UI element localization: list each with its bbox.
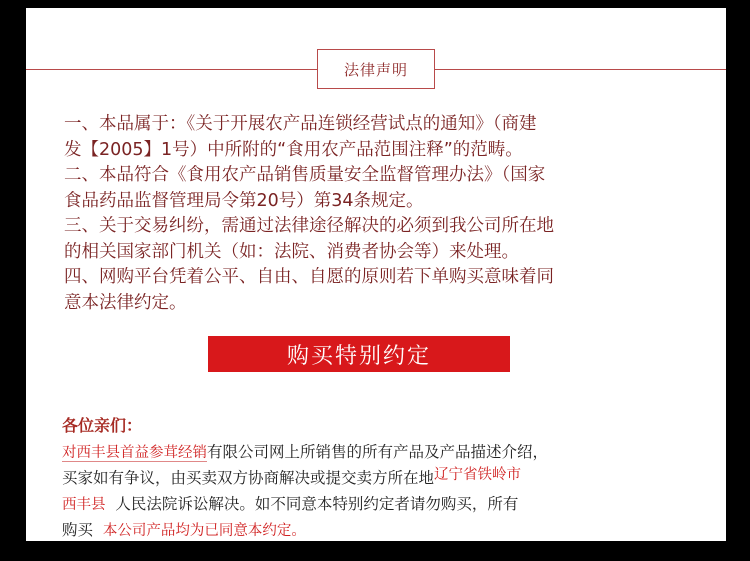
legal-line: 一、本品属于：《关于开展农产品连锁经营试点的通知》（商建 <box>64 114 537 134</box>
legal-line: 四、网购平台凭着公平、自由、自愿的原则若下单购买意味着同 <box>64 267 554 287</box>
agreement-line <box>62 466 712 492</box>
agreement-text <box>62 440 712 544</box>
purchase-agreement-banner <box>208 336 510 372</box>
legal-title: 法律声明 <box>343 60 408 79</box>
agreement-text-1: 有限公司网上所销售的所有产品及产品描述介绍， <box>207 443 549 461</box>
legal-line: 意本法律约定。 <box>64 292 187 313</box>
legal-line: 二、本品符合《食用农产品销售质量安全监督管理办法》（国家 <box>64 165 546 185</box>
agreement-text-2: 买家如有争议，由买卖双方协商解决或提交卖方所在地 <box>62 469 435 487</box>
location-county: 西丰县 <box>62 497 106 513</box>
closing-note: 本公司产品均为已同意本约定。 <box>102 523 306 539</box>
legal-card <box>26 8 726 541</box>
legal-line: 食品药品监督管理局令第20号）第34条规定。 <box>64 190 424 211</box>
agreement-line <box>62 518 712 544</box>
agreement-line <box>62 440 712 466</box>
agreement-text-3: 人民法院诉讼解决。如不同意本特别约定者请勿购买，所有 <box>115 495 519 513</box>
agreement-text-4: 购买 <box>62 521 94 539</box>
legal-title-box <box>317 49 435 89</box>
legal-line: 的相关国家部门机关（如：法院、消费者协会等）来处理。 <box>64 241 519 262</box>
banner-title: 购买特别约定 <box>286 343 431 369</box>
agreement-line <box>62 492 712 518</box>
legal-line: 三、关于交易纠纷，需通过法律途径解决的必须到我公司所在地 <box>64 216 554 236</box>
company-name: 对西丰县首益参茸经销 <box>62 445 207 461</box>
location-city: 辽宁省铁岭市 <box>434 467 522 483</box>
legal-line: 发【2005】1号）中所附的“食用农产品范围注释”的范畴。 <box>64 139 523 160</box>
greeting: 各位亲们： <box>62 416 143 435</box>
legal-clauses <box>64 112 704 316</box>
